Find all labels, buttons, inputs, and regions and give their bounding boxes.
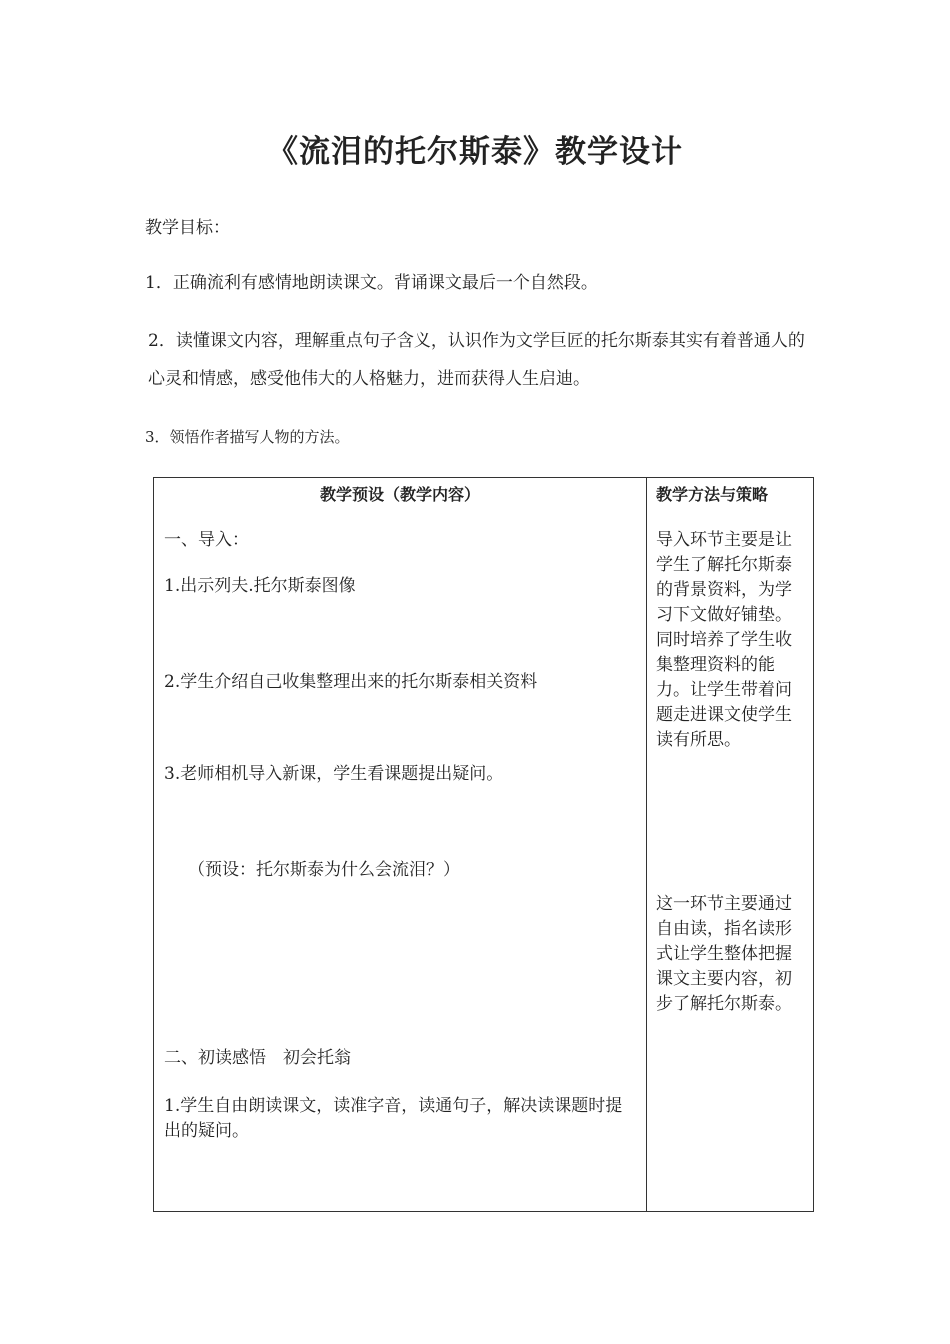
header-method-strategy: 教学方法与策略 — [656, 485, 769, 504]
goals-heading: 教学目标： — [145, 218, 230, 238]
goal-item-2: 2．读懂课文内容，理解重点句子含义，认识作为文学巨匠的托尔斯泰其实有着普通人的心灵和情感，感受他伟大的人格魅力，进而获得人生启迪。 — [148, 331, 805, 389]
strategy-note-reading: 这一环节主要通过自由读，指名读形式让学生整体把握课文主要内容，初步了解托尔斯泰。 — [656, 894, 792, 1014]
section-reading-heading: 二、初读感悟 初会托翁 — [164, 1048, 351, 1068]
goal-item-3: 3．领悟作者描写人物的方法。 — [145, 428, 350, 446]
intro-step-1: 1.出示列夫.托尔斯泰图像 — [164, 576, 356, 596]
page-title: 《流泪的托尔斯泰》教学设计 — [267, 134, 683, 170]
section-intro-heading: 一、导入： — [164, 530, 249, 550]
intro-preset-question: （预设：托尔斯泰为什么会流泪？） — [188, 860, 460, 880]
intro-step-2: 2.学生介绍自己收集整理出来的托尔斯泰相关资料 — [164, 672, 538, 692]
header-teaching-content: 教学预设（教学内容） — [319, 485, 480, 504]
strategy-note-intro: 导入环节主要是让学生了解托尔斯泰的背景资料，为学习下文做好铺垫。同时培养了学生收集整理资料的能力。让学生带着问题走进课文使学生读有所思。 — [656, 530, 792, 750]
intro-step-3: 3.老师相机导入新课，学生看课题提出疑问。 — [164, 764, 504, 784]
reading-step-1: 1.学生自由朗读课文，读准字音，读通句子，解决读课题时提出的疑问。 — [164, 1096, 623, 1141]
column-divider — [646, 478, 647, 1211]
lesson-table — [153, 477, 814, 1212]
goal-item-1: 1．正确流利有感情地朗读课文。背诵课文最后一个自然段。 — [145, 273, 598, 293]
